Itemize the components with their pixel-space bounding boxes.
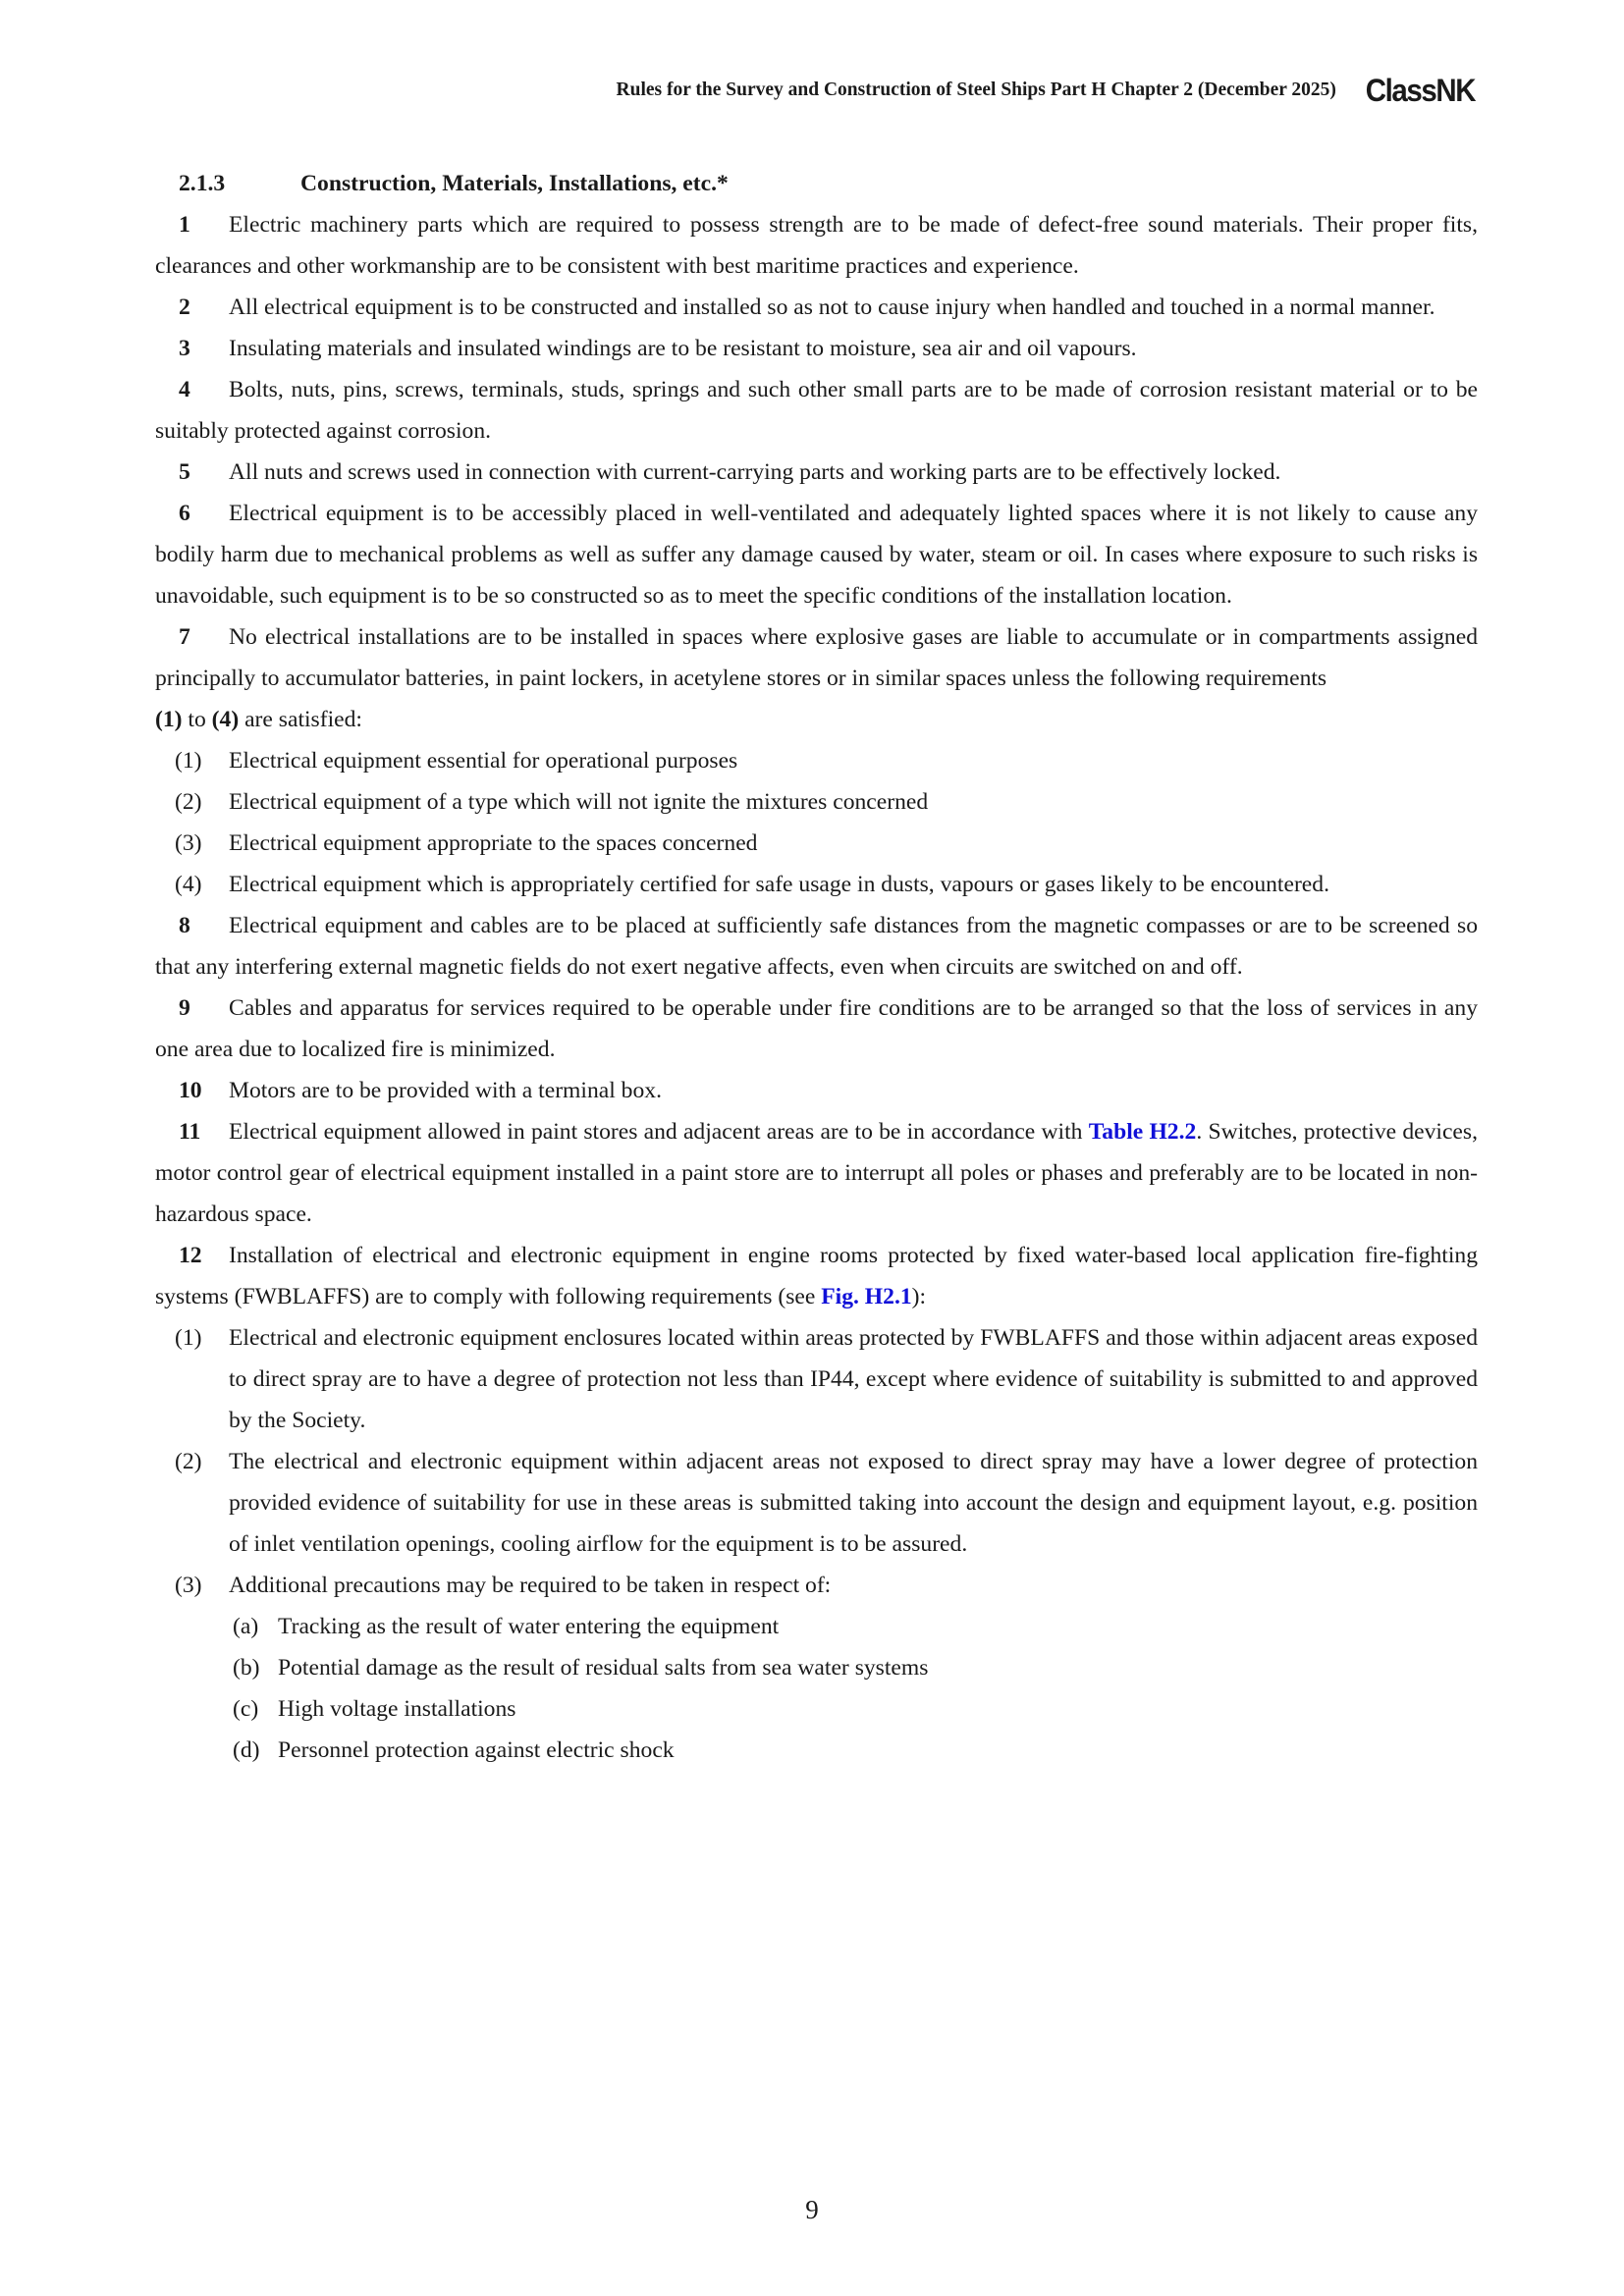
- list-item-text: Electrical and electronic equipment enclosures located within areas protected by FWBLAFFS and those within adjacent areas exposed to direct spray are to have a degree of protection not less than IP44, except where evidence of suitability is submitted to and approved by the Society.: [229, 1325, 1478, 1433]
- paragraph-text: Bolts, nuts, pins, screws, terminals, studs, springs and such other small parts are to be made of corrosion resistant material or to be suitably protected against corrosion.: [155, 377, 1478, 444]
- paragraph-text: . Switches, protective devices, motor control gear of electrical equipment installed in a paint store are to interrupt all poles or phases and preferably are to be located in non-hazardous space.: [155, 1119, 1478, 1227]
- paragraph-6: [155, 493, 1478, 616]
- paragraph-text: No electrical installations are to be installed in spaces where explosive gases are liable to accumulate or in compartments assigned principally to accumulator batteries, in paint lockers, in acetylene stores or in similar spaces unless the following requirements: [155, 624, 1478, 691]
- sub-list-item-label: (c): [233, 1696, 259, 1722]
- list-item-label: (2): [175, 789, 202, 815]
- list-item-text: Electrical equipment appropriate to the spaces concerned: [229, 830, 758, 856]
- list-item-label: (3): [175, 830, 202, 856]
- paragraph-number: 4: [179, 377, 190, 402]
- list-item: [155, 781, 1478, 823]
- paragraph-text: Electrical equipment is to be accessibly placed in well-ventilated and adequately lighted spaces where it is not likely to cause any bodily harm due to mechanical problems as well as suffer any damage caused by water, steam or oil. In cases where exposure to such risks is unavoidable, such equipment is to be so constructed so as to meet the specific conditions of the installation location.: [155, 501, 1478, 609]
- paragraph-text: All nuts and screws used in connection with current-carrying parts and working parts are to be effectively locked.: [229, 459, 1281, 485]
- paragraph-text: are satisfied:: [239, 707, 362, 732]
- paragraph-number: 11: [179, 1119, 201, 1145]
- list-item-label: (1): [175, 748, 202, 774]
- paragraph-text: to: [182, 707, 212, 732]
- sub-list-item-label: (a): [233, 1614, 259, 1639]
- sub-list-item-text: Personnel protection against electric shock: [278, 1737, 675, 1763]
- list-item: [155, 864, 1478, 905]
- paragraph-9: [155, 988, 1478, 1070]
- sub-list-item: [155, 1606, 1478, 1647]
- list-item-label: (1): [175, 1325, 202, 1351]
- list-item-text: Electrical equipment which is appropriately certified for safe usage in dusts, vapours or gases likely to be encountered.: [229, 872, 1329, 897]
- paragraph-number: 12: [179, 1243, 202, 1268]
- sub-list-item-label: (d): [233, 1737, 260, 1763]
- paragraph-text: Cables and apparatus for services required to be operable under fire conditions are to be arranged so that the loss of services in any one area due to localized fire is minimized.: [155, 995, 1478, 1062]
- sub-list-item: [155, 1647, 1478, 1688]
- page-header: [0, 75, 1475, 106]
- list-item-label: (3): [175, 1573, 202, 1598]
- paragraph-1: [155, 204, 1478, 287]
- requirement-ref: (4): [211, 707, 240, 732]
- document-body: [155, 163, 1478, 1771]
- section-heading: [155, 163, 1478, 204]
- list-item: [155, 823, 1478, 864]
- paragraph-text: Installation of electrical and electronic equipment in engine rooms protected by fixed water-based local application fire-fighting systems (FWBLAFFS) are to comply with following requirements (see: [155, 1243, 1478, 1309]
- list-item-text: Additional precautions may be required to be taken in respect of:: [229, 1573, 832, 1598]
- sub-list-item-label: (b): [233, 1655, 260, 1681]
- paragraph-2: [155, 287, 1478, 328]
- list-item-text: Electrical equipment of a type which will not ignite the mixtures concerned: [229, 789, 929, 815]
- paragraph-8: [155, 905, 1478, 988]
- sub-list-item: [155, 1688, 1478, 1730]
- paragraph-number: 9: [179, 995, 190, 1021]
- paragraph-3: [155, 328, 1478, 369]
- sub-list-item-text: High voltage installations: [278, 1696, 516, 1722]
- list-item: [155, 1317, 1478, 1441]
- paragraph-number: 8: [179, 913, 190, 938]
- paragraph-11: [155, 1111, 1478, 1235]
- list-item-label: (4): [175, 872, 202, 897]
- paragraph-12: [155, 1235, 1478, 1317]
- requirement-ref: (1): [155, 707, 183, 732]
- list-item-label: (2): [175, 1449, 202, 1474]
- fig-h2-1-link[interactable]: Fig. H2.1: [821, 1284, 912, 1309]
- list-item-text: Electrical equipment essential for operational purposes: [229, 748, 738, 774]
- paragraph-text: ):: [911, 1284, 927, 1309]
- paragraph-5: [155, 452, 1478, 493]
- paragraph-number: 1: [179, 212, 190, 238]
- paragraph-4: [155, 369, 1478, 452]
- paragraph-text: Insulating materials and insulated windings are to be resistant to moisture, sea air and oil vapours.: [229, 336, 1137, 361]
- paragraph-text: Motors are to be provided with a terminal box.: [229, 1078, 662, 1103]
- sub-list-item-text: Potential damage as the result of residual salts from sea water systems: [278, 1655, 929, 1681]
- paragraph-number: 7: [179, 624, 190, 650]
- sub-list-item: [155, 1730, 1478, 1771]
- list-item: [155, 740, 1478, 781]
- table-h2-2-link[interactable]: Table H2.2: [1088, 1119, 1197, 1145]
- paragraph-text: All electrical equipment is to be constructed and installed so as not to cause injury when handled and touched in a normal manner.: [229, 294, 1435, 320]
- paragraph-number: 5: [179, 459, 190, 485]
- paragraph-number: 2: [179, 294, 190, 320]
- list-item: [155, 1441, 1478, 1565]
- section-title: Construction, Materials, Installations, etc.*: [300, 171, 729, 196]
- paragraph-text: Electrical equipment and cables are to be placed at sufficiently safe distances from the magnetic compasses or are to be screened so that any interfering external magnetic fields do not exert negative affects, even when circuits are switched on and off.: [155, 913, 1478, 980]
- list-item: [155, 1565, 1478, 1606]
- paragraph-text: Electrical equipment allowed in paint stores and adjacent areas are to be in accordance with: [229, 1119, 1089, 1145]
- paragraph-10: [155, 1070, 1478, 1111]
- sub-list-item-text: Tracking as the result of water entering the equipment: [278, 1614, 780, 1639]
- classnk-logo: ClassNK: [1365, 73, 1475, 108]
- paragraph-number: 10: [179, 1078, 202, 1103]
- paragraph-number: 3: [179, 336, 190, 361]
- page-number: 9: [805, 2195, 819, 2224]
- paragraph-text: Electric machinery parts which are required to possess strength are to be made of defect-free sound materials. Their proper fits, clearances and other workmanship are to be consistent with best maritime practices and experience.: [155, 212, 1478, 279]
- section-number: 2.1.3: [179, 171, 226, 196]
- paragraph-number: 6: [179, 501, 190, 526]
- list-item-text: The electrical and electronic equipment within adjacent areas not exposed to direct spray may have a lower degree of protection provided evidence of suitability for use in these areas is submitted taking into account the design and equipment layout, e.g. position of inlet ventilation openings, cooling airflow for the equipment is to be assured.: [229, 1449, 1478, 1557]
- document-title: Rules for the Survey and Construction of Steel Ships Part H Chapter 2 (December 2025): [616, 80, 1336, 100]
- paragraph-7: [155, 616, 1478, 740]
